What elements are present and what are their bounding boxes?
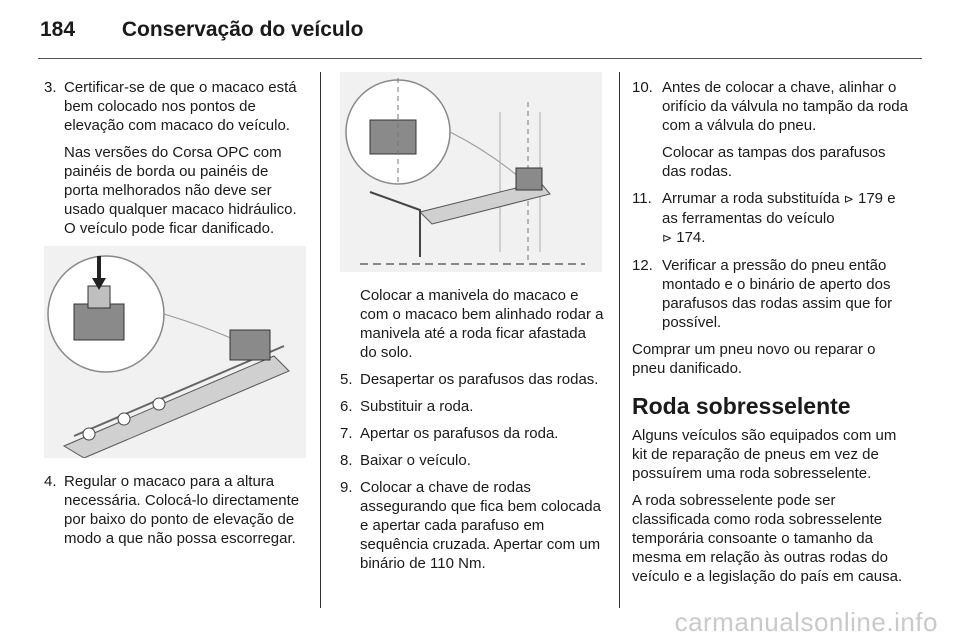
column-right: [632, 78, 912, 594]
column-left: [44, 78, 306, 556]
step-text: Colocar a chave de rodas assegurando que fica bem colocada e apertar cada parafuso em sequência cruzada. Apertar com um binário de 110 Nm.: [360, 479, 601, 572]
step-10: [632, 78, 912, 135]
column-divider: [619, 72, 620, 608]
step-3: [44, 78, 306, 135]
jack-placement-illustration: [44, 246, 306, 458]
step-6: [340, 397, 605, 416]
step-number: 3.: [44, 79, 57, 96]
page-ref-arrow-icon: ⊳: [662, 231, 673, 245]
page-ref-link[interactable]: 179: [858, 190, 884, 207]
column-divider: [320, 72, 321, 608]
step-text: Verificar a pressão do pneu então montado e o binário de aperto dos parafusos das rodas assim que for possível.: [662, 257, 893, 331]
page-title: Conservação do veículo: [121, 18, 364, 41]
step-5: [340, 370, 605, 389]
step-12: [632, 256, 912, 332]
step-text-part: Arrumar a roda substituída: [662, 190, 844, 207]
step-text: Apertar os parafusos da roda.: [360, 425, 559, 442]
section-paragraph-2: A roda sobresselente pode ser classificada como roda sobresselente temporária consoante o tamanho da mesma em relação às outras rodas do veículo e a legislação do país em causa.: [632, 492, 903, 585]
step-number: 11.: [632, 190, 652, 207]
step-number: 6.: [340, 398, 353, 415]
step-8: [340, 451, 605, 470]
step-3-note: Nas versões do Corsa OPC com painéis de borda ou painéis de porta melhorados não deve ser usado qualquer macaco hidráulico. O veículo pode ficar danificado.: [64, 144, 297, 237]
buy-tyre-paragraph: Comprar um pneu novo ou reparar o pneu danificado.: [632, 341, 876, 377]
step-11: [632, 189, 912, 248]
page-header: [40, 18, 363, 42]
step-number: 9.: [340, 479, 353, 496]
step-text: Baixar o veículo.: [360, 452, 471, 469]
page-number: 184: [40, 18, 76, 41]
step-text-part: e as ferramentas do veículo: [662, 190, 896, 227]
step-4: [44, 472, 306, 548]
page-ref-arrow-icon: ⊳: [843, 192, 854, 206]
watermark: carmanualsonline.info: [674, 607, 938, 637]
jack-crank-illustration: [340, 72, 602, 272]
section-paragraph-1: Alguns veículos são equipados com um kit de reparação de pneus em vez de possuírem uma roda sobresselente.: [632, 427, 897, 482]
step-text: Regular o macaco para a altura necessária. Colocá-lo directamente por baixo do ponto de elevação de modo a que não possa escorregar.: [64, 473, 300, 547]
step-number: 10.: [632, 79, 653, 96]
step-number: 8.: [340, 452, 353, 469]
step-9: [340, 478, 605, 573]
step-10-note: Colocar as tampas dos parafusos das rodas.: [662, 144, 886, 180]
column-middle: [340, 78, 605, 581]
step-7: [340, 424, 605, 443]
section-title: Roda sobresselente: [632, 393, 851, 419]
step-text: Substituir a roda.: [360, 398, 474, 415]
step-number: 4.: [44, 473, 57, 490]
step-text: Antes de colocar a chave, alinhar o orifício da válvula no tampão da roda com a válvula do pneu.: [662, 79, 908, 134]
step-number: 12.: [632, 257, 653, 274]
step-text: [662, 189, 912, 248]
page-ref-link[interactable]: 174.: [676, 229, 706, 246]
step-text: Certificar-se de que o macaco está bem colocado nos pontos de elevação com macaco do veículo.: [64, 79, 297, 134]
step-number: 5.: [340, 371, 353, 388]
header-rule: [38, 58, 922, 59]
step-number: 7.: [340, 425, 353, 442]
step-text: Desapertar os parafusos das rodas.: [360, 371, 599, 388]
crank-instruction: Colocar a manivela do macaco e com o macaco bem alinhado rodar a manivela até a roda ficar afastada do solo.: [360, 287, 604, 361]
